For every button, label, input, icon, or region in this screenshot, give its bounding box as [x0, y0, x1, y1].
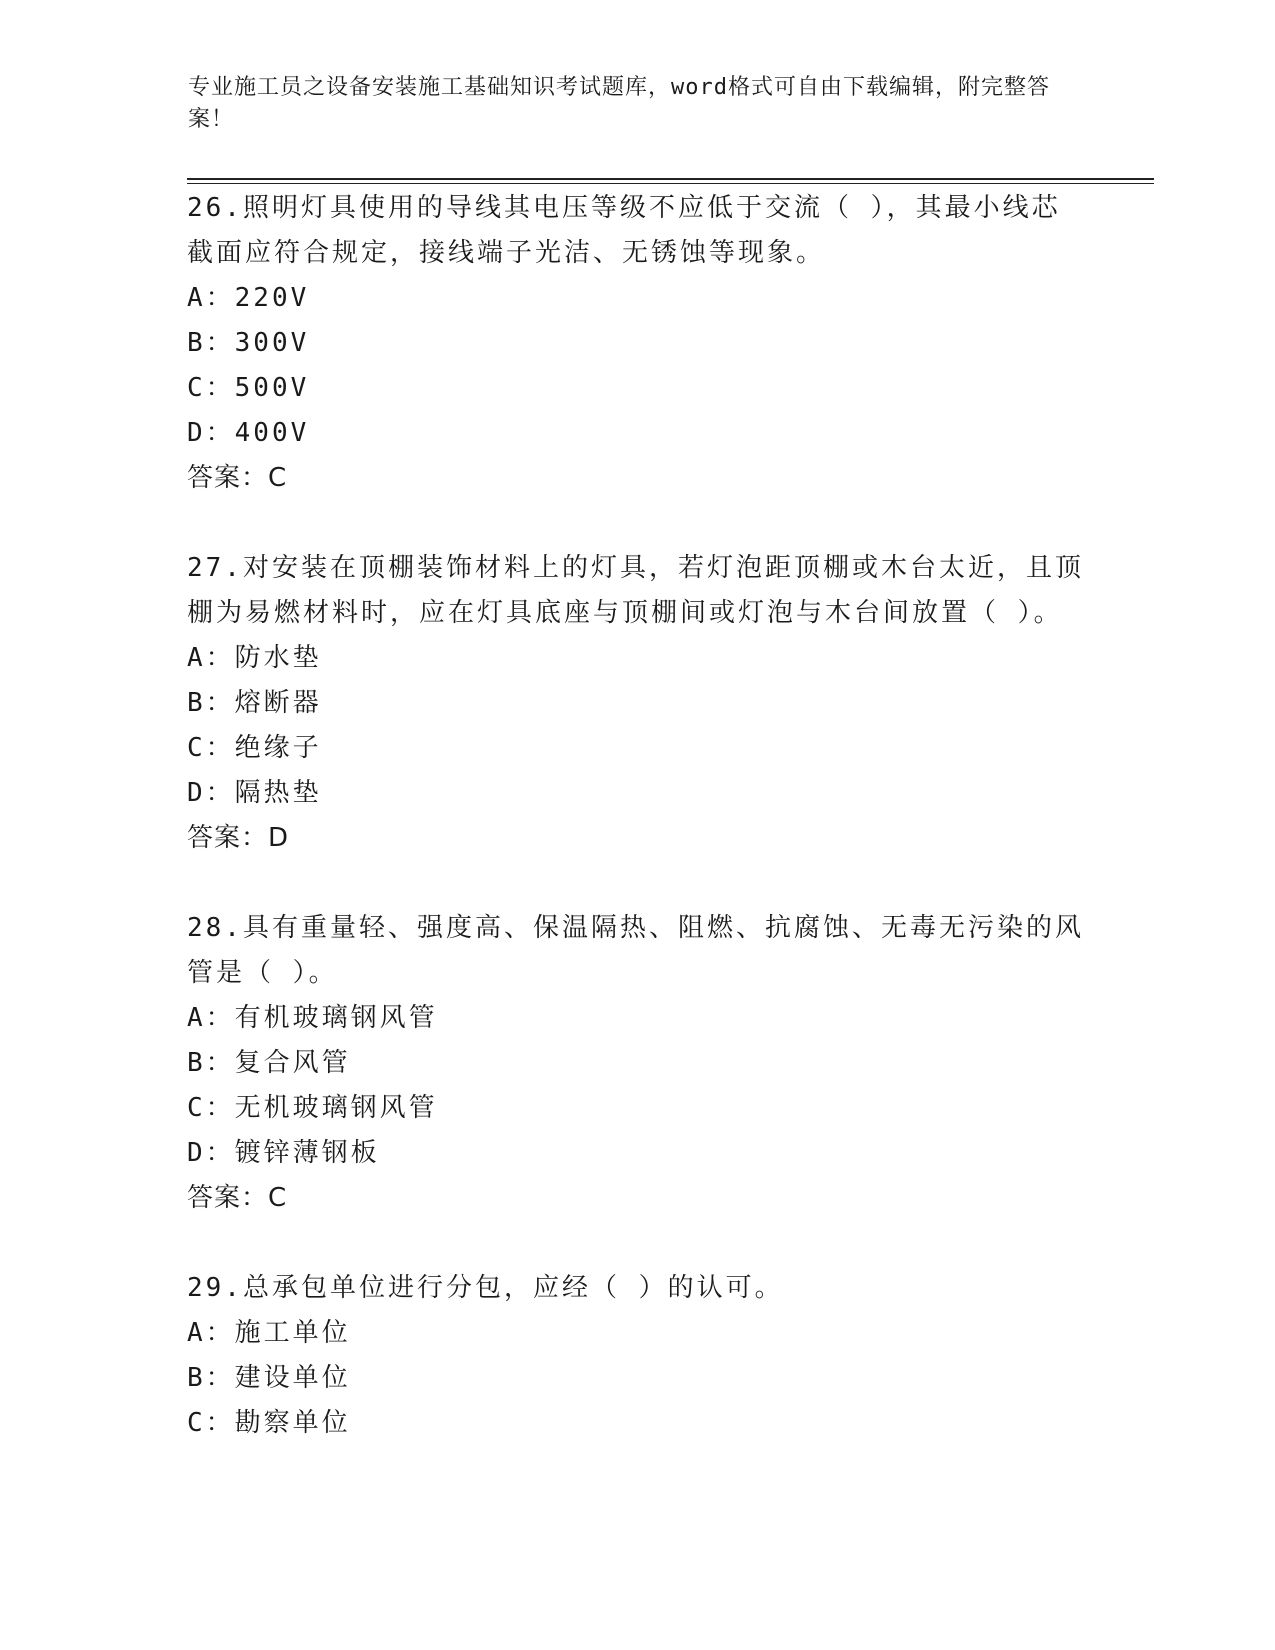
document-header: 专业施工员之设备安装施工基础知识考试题库，word格式可自由下载编辑，附完整答案！ [188, 75, 1050, 132]
question-27 [187, 546, 1087, 861]
question-stem: 26.照明灯具使用的导线其电压等级不应低于交流（ ），其最小线芯截面应符合规定，接线端子光洁、无锈蚀等现象。 [187, 193, 1061, 268]
question-28 [187, 906, 1087, 1221]
question-26 [187, 186, 1087, 501]
option-d: D：400V [187, 418, 310, 448]
question-stem: 28.具有重量轻、强度高、保温隔热、阻燃、抗腐蚀、无毒无污染的风管是（ ）。 [187, 913, 1084, 988]
option-a: A：防水垫 [187, 643, 322, 673]
answer: 答案：C [187, 463, 288, 493]
option-a: A：220V [187, 283, 310, 313]
question-stem: 29.总承包单位进行分包，应经（ ）的认可。 [187, 1273, 784, 1303]
answer: 答案：C [187, 1183, 288, 1213]
header-divider-thick [187, 178, 1154, 180]
option-c: C：无机玻璃钢风管 [187, 1093, 438, 1123]
option-a: A：有机玻璃钢风管 [187, 1003, 438, 1033]
option-b: B：300V [187, 328, 310, 358]
question-29 [187, 1266, 1087, 1446]
option-d: D：镀锌薄钢板 [187, 1138, 380, 1168]
option-b: B：建设单位 [187, 1363, 351, 1393]
option-b: B：熔断器 [187, 688, 322, 718]
header-divider-thin [187, 183, 1154, 184]
option-c: C：勘察单位 [187, 1408, 351, 1438]
option-a: A：施工单位 [187, 1318, 351, 1348]
question-stem: 27.对安装在顶棚装饰材料上的灯具，若灯泡距顶棚或木台太近，且顶棚为易燃材料时，应在灯具底座与顶棚间或灯泡与木台间放置（ ）。 [187, 553, 1084, 628]
option-d: D：隔热垫 [187, 778, 322, 808]
answer: 答案：D [187, 823, 290, 853]
option-b: B：复合风管 [187, 1048, 351, 1078]
option-c: C：500V [187, 373, 310, 403]
option-c: C：绝缘子 [187, 733, 322, 763]
